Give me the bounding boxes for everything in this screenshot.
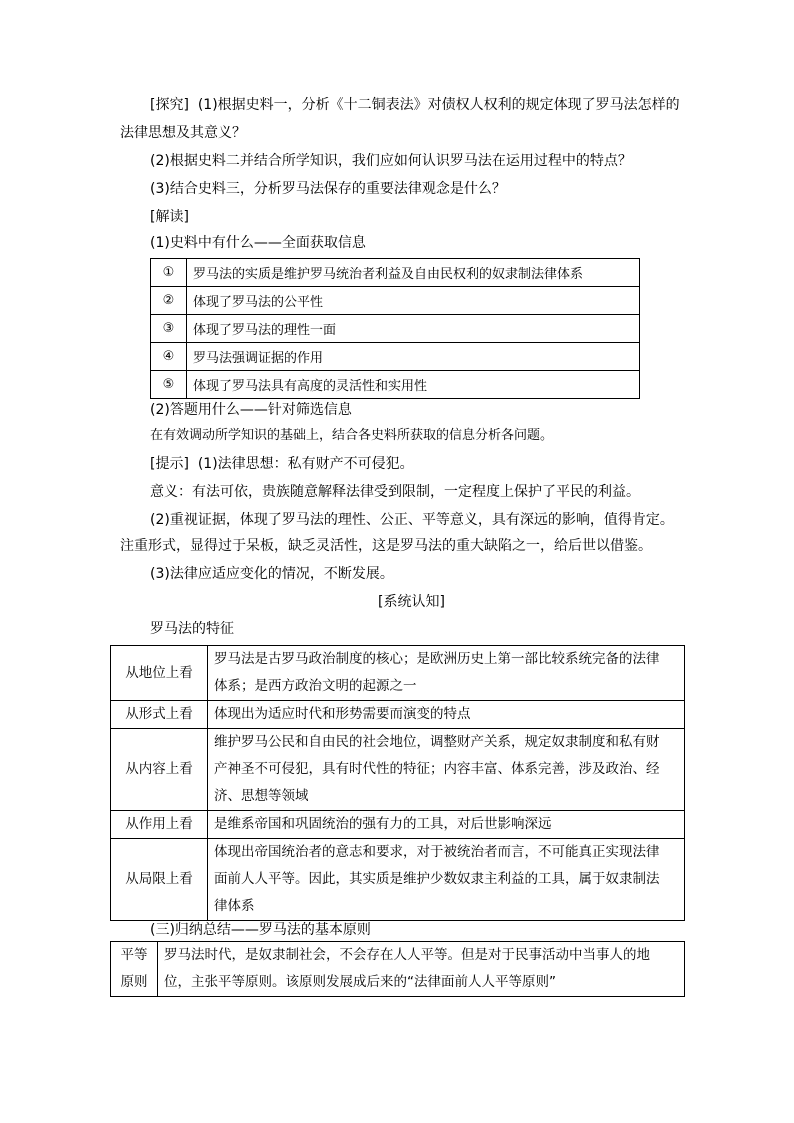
- principle-line: 罗马法时代，是奴隶制社会，不会存在人人平等。但是对于民事活动中当事人的地: [164, 947, 650, 963]
- feature-line: 体系；是西方政治文明的起源之一: [214, 678, 417, 694]
- hint-p2-line1: (2)重视证据，体现了罗马法的理性、公正、平等意义，具有深远的影响，值得肯定。: [150, 512, 674, 528]
- info-table: [150, 258, 640, 399]
- info-row: [151, 371, 640, 399]
- info-text: 罗马法强调证据的作用: [187, 343, 640, 371]
- explore-q1-line1: [150, 96, 680, 114]
- feature-body: [208, 701, 685, 729]
- feature-row: [111, 839, 685, 921]
- feature-row: [111, 729, 685, 811]
- feature-line: 是维系帝国和巩固统治的强有力的工具，对后世影响深远: [214, 816, 552, 832]
- explore-label: [探究]: [150, 97, 189, 113]
- feature-head: 从内容上看: [111, 729, 208, 811]
- interpret-sub1: (1)史料中有什么——全面获取信息: [150, 235, 366, 251]
- system-title: [系统认知]: [378, 594, 445, 610]
- principles-table: [110, 941, 685, 997]
- hint-p1-line: [150, 455, 414, 473]
- feature-head: 从局限上看: [111, 839, 208, 921]
- hint-p2-line2: 注重形式，显得过于呆板，缺乏灵活性，这是罗马法的重大缺陷之一，给后世以借鉴。: [120, 538, 652, 554]
- explore-q1-line2: 法律思想及其意义？: [120, 125, 246, 141]
- system-subtitle: 罗马法的特征: [150, 621, 234, 637]
- interpret-label: [解读]: [150, 209, 189, 225]
- feature-row: [111, 646, 685, 701]
- feature-head: 从地位上看: [111, 646, 208, 701]
- features-table: [110, 645, 685, 921]
- principle-head-line: 平等: [120, 947, 148, 963]
- info-text: 体现了罗马法具有高度的灵活性和实用性: [187, 371, 640, 399]
- feature-row: [111, 701, 685, 729]
- hint-p1-meaning: 意义：有法可依，贵族随意解释法律受到限制，一定程度上保护了平民的利益。: [150, 484, 640, 500]
- feature-line: 体现出为适应时代和形势需要而演变的特点: [214, 706, 471, 722]
- hint-p3: (3)法律应适应变化的情况，不断发展。: [150, 566, 394, 582]
- interpret-sub2-text: 在有效调动所学知识的基础上，结合各史料所获取的信息分析各问题。: [150, 428, 554, 443]
- explore-q1-text: (1)根据史料一，分析《十二铜表法》对债权人权利的规定体现了罗马法怎样的: [197, 97, 680, 113]
- feature-body: [208, 729, 685, 811]
- hint-p1: (1)法律思想：私有财产不可侵犯。: [197, 456, 414, 472]
- principle-row: [111, 942, 685, 997]
- feature-body: [208, 839, 685, 921]
- principle-head-line: 原则: [120, 974, 148, 990]
- feature-line: 济、思想等领域: [214, 788, 309, 804]
- feature-body: [208, 811, 685, 839]
- info-row: [151, 287, 640, 315]
- info-num: ②: [151, 287, 187, 315]
- info-num: ③: [151, 315, 187, 343]
- info-text: 体现了罗马法的公平性: [187, 287, 640, 315]
- feature-line: 面前人人平等。因此，其实质是维护少数奴隶主利益的工具，属于奴隶制法: [214, 871, 660, 887]
- info-row: [151, 343, 640, 371]
- interpret-sub2: (2)答题用什么——针对筛选信息: [150, 402, 352, 418]
- feature-body: [208, 646, 685, 701]
- feature-row: [111, 811, 685, 839]
- info-text: 体现了罗马法的理性一面: [187, 315, 640, 343]
- feature-line: 罗马法是古罗马政治制度的核心；是欧洲历史上第一部比较系统完备的法律: [214, 651, 660, 667]
- feature-line: 体现出帝国统治者的意志和要求，对于被统治者而言，不可能真正实现法律: [214, 844, 660, 860]
- info-num: ④: [151, 343, 187, 371]
- summary-title: (三)归纳总结——罗马法的基本原则: [150, 922, 371, 938]
- info-row: [151, 259, 640, 287]
- explore-q3: (3)结合史料三，分析罗马法保存的重要法律观念是什么？: [150, 181, 506, 197]
- feature-line: 产神圣不可侵犯，具有时代性的特征；内容丰富、体系完善，涉及政治、经: [214, 761, 660, 777]
- explore-q2: (2)根据史料二并结合所学知识，我们应如何认识罗马法在运用过程中的特点？: [150, 153, 632, 169]
- feature-line: 律体系: [214, 898, 255, 914]
- info-text: 罗马法的实质是维护罗马统治者利益及自由民权利的奴隶制法律体系: [187, 259, 640, 287]
- hint-label: [提示]: [150, 456, 189, 472]
- principle-line: 位，主张平等原则。该原则发展成后来的“法律面前人人平等原则”: [164, 974, 556, 990]
- feature-head: 从作用上看: [111, 811, 208, 839]
- feature-line: 维护罗马公民和自由民的社会地位，调整财产关系，规定奴隶制度和私有财: [214, 734, 660, 750]
- principle-head: [111, 942, 158, 997]
- info-num: ①: [151, 259, 187, 287]
- info-num: ⑤: [151, 371, 187, 399]
- feature-head: 从形式上看: [111, 701, 208, 729]
- principle-body: [158, 942, 685, 997]
- info-row: [151, 315, 640, 343]
